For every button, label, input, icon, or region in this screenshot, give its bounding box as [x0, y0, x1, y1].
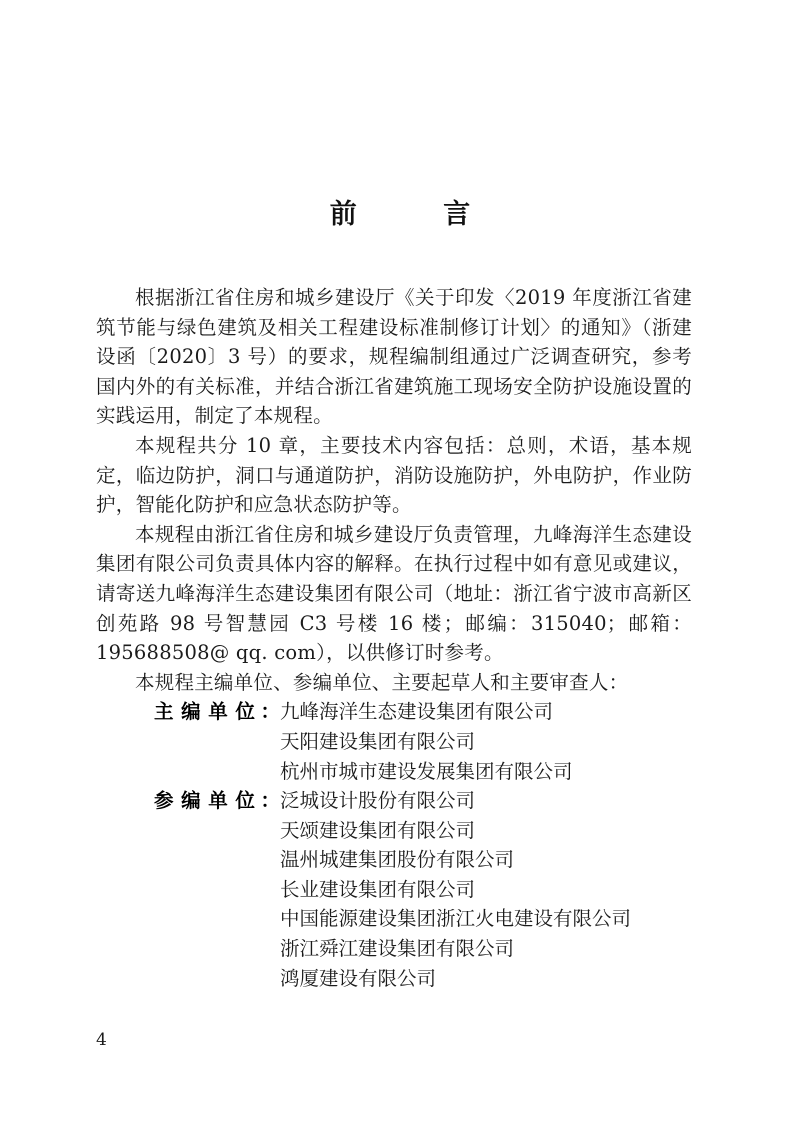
credit-row [96, 875, 692, 905]
credit-row [96, 845, 692, 875]
credit-row [96, 964, 692, 994]
credit-row [96, 786, 692, 816]
credit-value: 泛城设计股份有限公司 [280, 789, 476, 813]
page-title: 前 言 [329, 199, 481, 230]
credit-row [96, 934, 692, 964]
credit-label-colon: ： [260, 700, 280, 724]
paragraph-basis: 根据浙江省住房和城乡建设厅《关于印发〈2019 年度浙江省建筑节能与绿色建筑及相关工程建设标准制修订计划〉的通知》（浙建设函〔2020〕3 号）的要求，规程编制组通过广泛调查研究，参考国内外的有关标准，并结合浙江省建筑施工现场安全防护设施设置的实践运用，制定了本规程。 [96, 286, 692, 428]
credits-list [96, 697, 692, 993]
credit-row [96, 816, 692, 846]
credit-value: 温州城建集团股份有限公司 [280, 848, 515, 872]
credit-row [96, 904, 692, 934]
credit-value: 浙江舜江建设集团有限公司 [280, 937, 515, 961]
paragraph-credits-intro: 本规程主编单位、参编单位、主要起草人和主要审查人： [135, 670, 629, 694]
credit-value: 长业建设集团有限公司 [280, 877, 476, 901]
paragraph-administration: 本规程由浙江省住房和城乡建设厅负责管理，九峰海洋生态建设集团有限公司负责具体内容的解释。在执行过程中如有意见或建议，请寄送九峰海洋生态建设集团有限公司（地址：浙江省宁波市高新区创苑路 98 号智慧园 C3 号楼 16 楼；邮编：315040；邮箱：195688508@ qq. com），以供修订时参考。 [96, 522, 692, 665]
credit-value: 鸿厦建设有限公司 [280, 966, 437, 990]
credit-label [154, 786, 280, 816]
document-body [96, 283, 692, 993]
credit-label-char: 编 [181, 789, 201, 813]
credit-label [154, 697, 280, 727]
credit-label-char: 主 [154, 700, 174, 724]
credit-row [96, 757, 692, 787]
credit-value: 天颂建设集团有限公司 [280, 818, 476, 842]
credit-value: 九峰海洋生态建设集团有限公司 [280, 700, 554, 724]
credit-label-char: 单 [208, 789, 228, 813]
credit-value: 中国能源建设集团浙江火电建设有限公司 [280, 907, 632, 931]
credit-label-char: 单 [208, 700, 228, 724]
paragraph-contents: 本规程共分 10 章，主要技术内容包括：总则，术语，基本规定，临边防护，洞口与通道防护，消防设施防护，外电防护，作业防护，智能化防护和应急状态防护等。 [96, 433, 692, 517]
credit-label-char: 位 [235, 789, 255, 813]
credit-value: 杭州市城市建设发展集团有限公司 [280, 759, 573, 783]
credit-label-colon: ： [260, 789, 280, 813]
credit-row [96, 727, 692, 757]
credit-value: 天阳建设集团有限公司 [280, 729, 476, 753]
credit-label-char: 参 [154, 789, 174, 813]
credit-row [96, 697, 692, 727]
page-number: 4 [96, 1030, 107, 1050]
credit-label-char: 位 [235, 700, 255, 724]
credit-label-char: 编 [181, 700, 201, 724]
